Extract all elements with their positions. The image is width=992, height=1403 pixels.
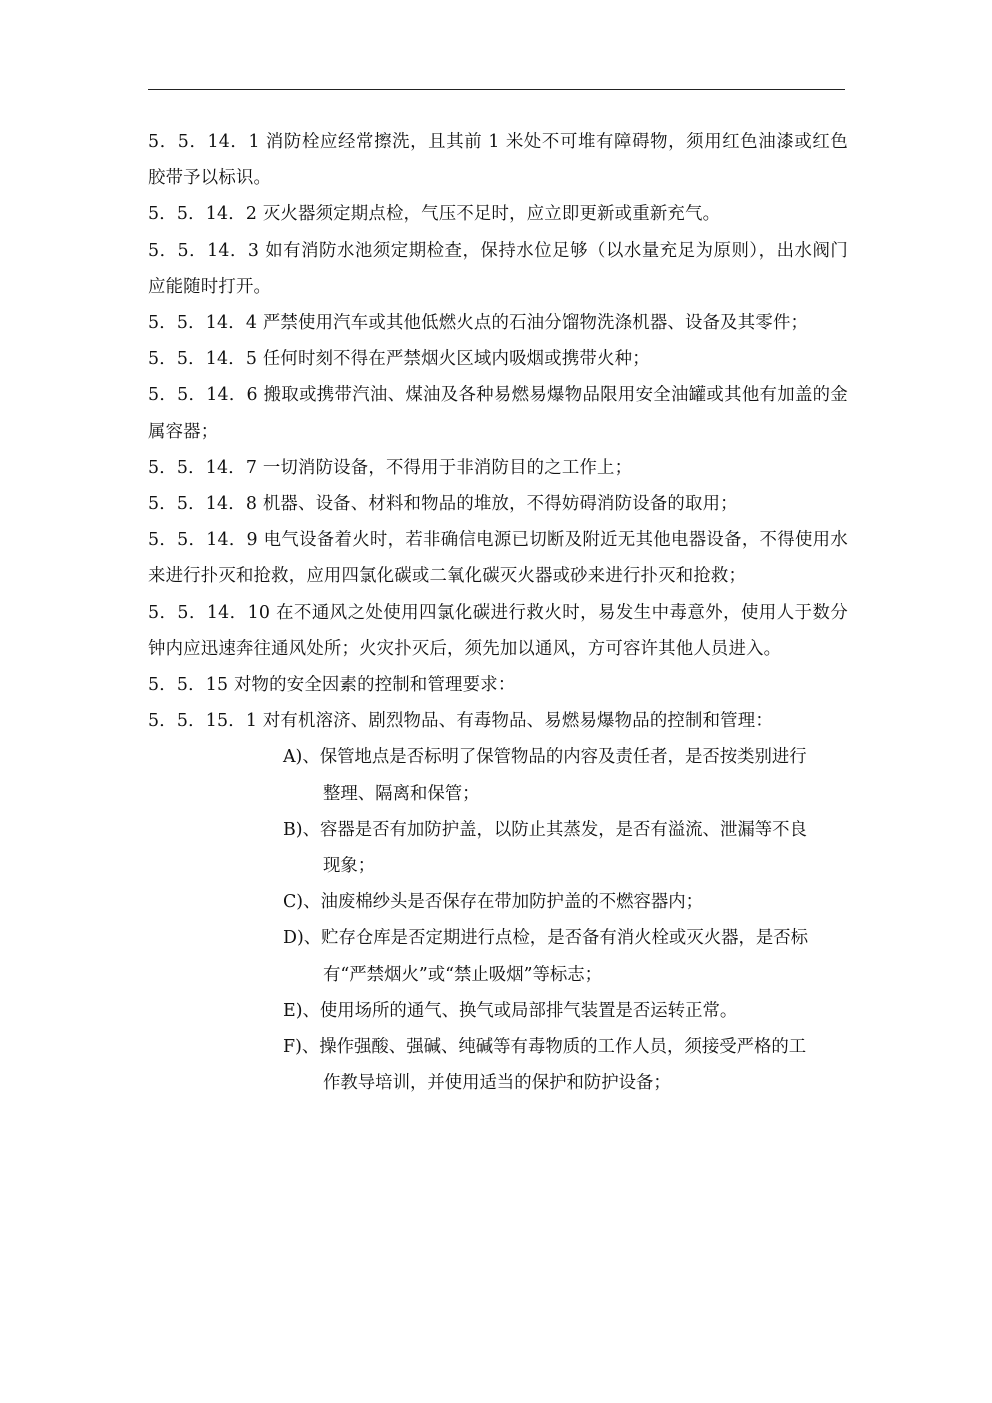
list-item bbox=[148, 993, 848, 1029]
header-rule bbox=[148, 89, 845, 90]
paragraph: 5．5．14．10 在不通风之处使用四氯化碳进行救火时，易发生中毒意外，使用人于数分钟内应迅速奔往通风处所；火灾扑灭后，须先加以通风，方可容许其他人员进入。 bbox=[148, 602, 848, 659]
paragraph: 5．5．14．7 一切消防设备，不得用于非消防目的之工作上； bbox=[148, 457, 633, 478]
list-item-continuation: 整理、隔离和保管； bbox=[323, 783, 480, 804]
list-item-first-line: A)、保管地点是否标明了保管物品的内容及责任者，是否按类别进行 bbox=[283, 747, 807, 768]
list-item-continuation: 作教导培训，并使用适当的保护和防护设备； bbox=[323, 1073, 671, 1094]
list-item bbox=[148, 920, 848, 992]
list-item-first-line: D)、贮存仓库是否定期进行点检，是否备有消火栓或灭火器，是否标 bbox=[283, 928, 809, 949]
paragraph: 5．5．14．4 严禁使用汽车或其他低燃火点的石油分馏物洗涤机器、设备及其零件； bbox=[148, 313, 809, 334]
paragraph: 5．5．14．3 如有消防水池须定期检查，保持水位足够（以水量充足为原则），出水阀门应能随时打开。 bbox=[148, 240, 848, 297]
list-item bbox=[148, 812, 848, 884]
paragraph: 5．5．15．1 对有机溶济、剧烈物品、有毒物品、易燃易爆物品的控制和管理： bbox=[148, 711, 773, 732]
section-heading: 5．5．15 对物的安全因素的控制和管理要求： bbox=[148, 675, 516, 696]
list-item-first-line: C)、油废棉纱头是否保存在带加防护盖的不燃容器内； bbox=[283, 892, 704, 913]
paragraph: 5．5．14．1 消防栓应经常擦洗，且其前 1 米处不可堆有障碍物，须用红色油漆或红色胶带予以标识。 bbox=[148, 132, 848, 189]
list-item-continuation: 现象； bbox=[323, 856, 376, 877]
paragraph: 5．5．14．5 任何时刻不得在严禁烟火区域内吸烟或携带火种； bbox=[148, 349, 650, 370]
list-item bbox=[148, 1029, 848, 1101]
list-item bbox=[148, 739, 848, 811]
list-item-first-line: E)、使用场所的通气、换气或局部排气装置是否运转正常。 bbox=[283, 1000, 738, 1021]
list-item-first-line: F)、操作强酸、强碱、纯碱等有毒物质的工作人员，须接受严格的工 bbox=[283, 1037, 807, 1058]
paragraph: 5．5．14．9 电气设备着火时，若非确信电源已切断及附近无其他电器设备，不得使用水来进行扑灭和抢救，应用四氯化碳或二氧化碳灭火器或砂来进行扑灭和抢救； bbox=[148, 530, 848, 587]
paragraph: 5．5．14．8 机器、设备、材料和物品的堆放，不得妨碍消防设备的取用； bbox=[148, 494, 738, 515]
paragraph: 5．5．14．6 搬取或携带汽油、煤油及各种易燃易爆物品限用安全油罐或其他有加盖的金属容器； bbox=[148, 385, 848, 442]
list-item bbox=[148, 884, 848, 920]
paragraph: 5．5．14．2 灭火器须定期点检，气压不足时，应立即更新或重新充气。 bbox=[148, 204, 721, 225]
list-item-continuation: 有“严禁烟火”或“禁止吸烟”等标志； bbox=[323, 964, 603, 985]
list-item-first-line: B)、容器是否有加防护盖，以防止其蒸发，是否有溢流、泄漏等不良 bbox=[283, 819, 807, 840]
document-body bbox=[148, 124, 848, 1101]
